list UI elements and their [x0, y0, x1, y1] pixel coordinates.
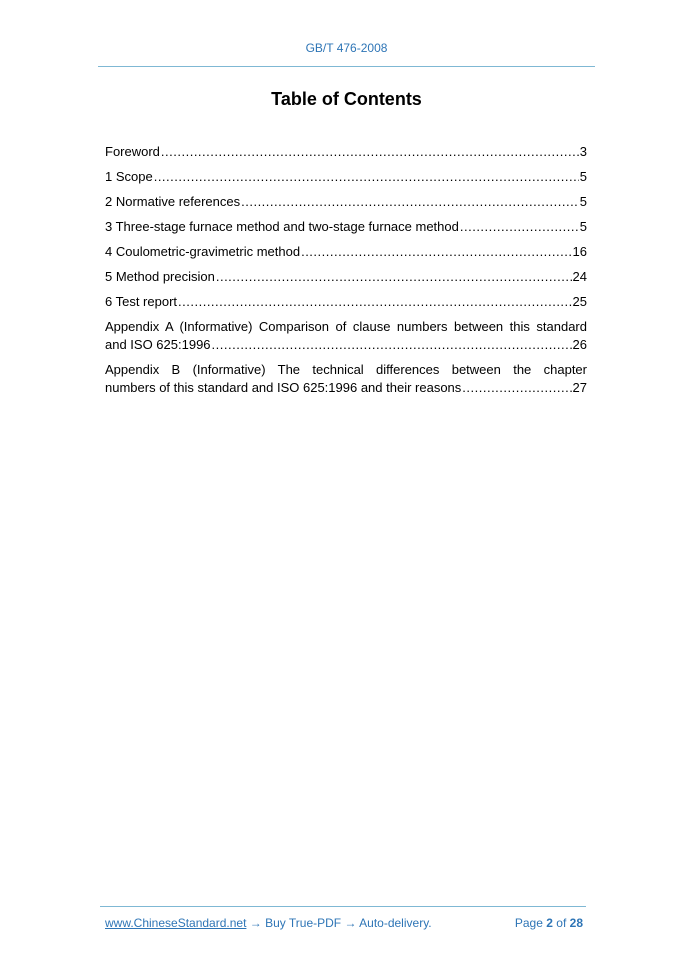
toc-entry-label: 6 Test report [105, 294, 178, 309]
toc-entry-page: 5 [579, 219, 587, 234]
arrow-right-icon: → [249, 916, 262, 930]
toc-entry-page: 27 [572, 380, 587, 395]
current-page-number: 2 [546, 916, 553, 930]
header-divider [98, 66, 595, 67]
toc-entry-page: 26 [572, 337, 587, 352]
document-code: GB/T 476-2008 [305, 41, 388, 55]
auto-delivery-text: Auto-delivery. [359, 916, 432, 930]
buy-pdf-text: Buy True-PDF [265, 916, 342, 930]
toc-entry-label: 1 Scope [105, 169, 153, 184]
toc-entry-normative-references[interactable] [105, 193, 587, 211]
footer-divider [100, 906, 586, 907]
toc-entry-appendix-b[interactable] [105, 361, 587, 397]
site-link[interactable]: www.ChineseStandard.net [105, 916, 247, 930]
toc-leader-dots [460, 218, 579, 236]
toc-entry-coulometric-method[interactable] [105, 243, 587, 261]
table-of-contents [105, 143, 587, 404]
toc-entry-label: 5 Method precision [105, 269, 215, 284]
toc-entry-method-precision[interactable] [105, 268, 587, 286]
toc-leader-dots [178, 293, 572, 311]
toc-entry-label: 2 Normative references [105, 194, 241, 209]
toc-entry-page: 5 [579, 169, 587, 184]
toc-entry-foreword[interactable] [105, 143, 587, 161]
toc-entry-furnace-method[interactable] [105, 218, 587, 236]
toc-entry-label: 3 Three-stage furnace method and two-stage furnace method [105, 219, 459, 234]
arrow-right-icon: → [344, 916, 357, 930]
toc-leader-dots [301, 243, 571, 261]
page-title: Table of Contents [271, 89, 422, 109]
toc-leader-dots [241, 193, 579, 211]
total-pages-number: 28 [569, 916, 583, 930]
toc-entry-page: 25 [572, 294, 587, 309]
toc-entry-label-line1: Appendix B (Informative) The technical differences between the chapter [105, 362, 587, 377]
toc-leader-dots [212, 336, 572, 354]
toc-leader-dots [154, 168, 579, 186]
toc-entry-page: 16 [572, 244, 587, 259]
footer-promo [105, 916, 432, 930]
toc-leader-dots [161, 143, 579, 161]
toc-entry-label-line1: Appendix A (Informative) Comparison of clause numbers between this standard [105, 319, 587, 334]
toc-entry-label-line2: and ISO 625:1996 [105, 337, 211, 352]
toc-entry-page: 5 [579, 194, 587, 209]
toc-entry-appendix-a[interactable] [105, 318, 587, 354]
toc-entry-page: 24 [572, 269, 587, 284]
toc-entry-label: 4 Coulometric-gravimetric method [105, 244, 301, 259]
toc-entry-test-report[interactable] [105, 293, 587, 311]
page-indicator [515, 916, 583, 930]
page-of-word: of [556, 916, 567, 930]
toc-entry-label-line2: numbers of this standard and ISO 625:1996 and their reasons [105, 380, 462, 395]
page-word: Page [514, 916, 543, 930]
toc-entry-label: Foreword [105, 144, 160, 159]
toc-leader-dots [216, 268, 572, 286]
toc-entry-scope[interactable] [105, 168, 587, 186]
toc-entry-page: 3 [579, 144, 587, 159]
toc-leader-dots [462, 379, 571, 397]
